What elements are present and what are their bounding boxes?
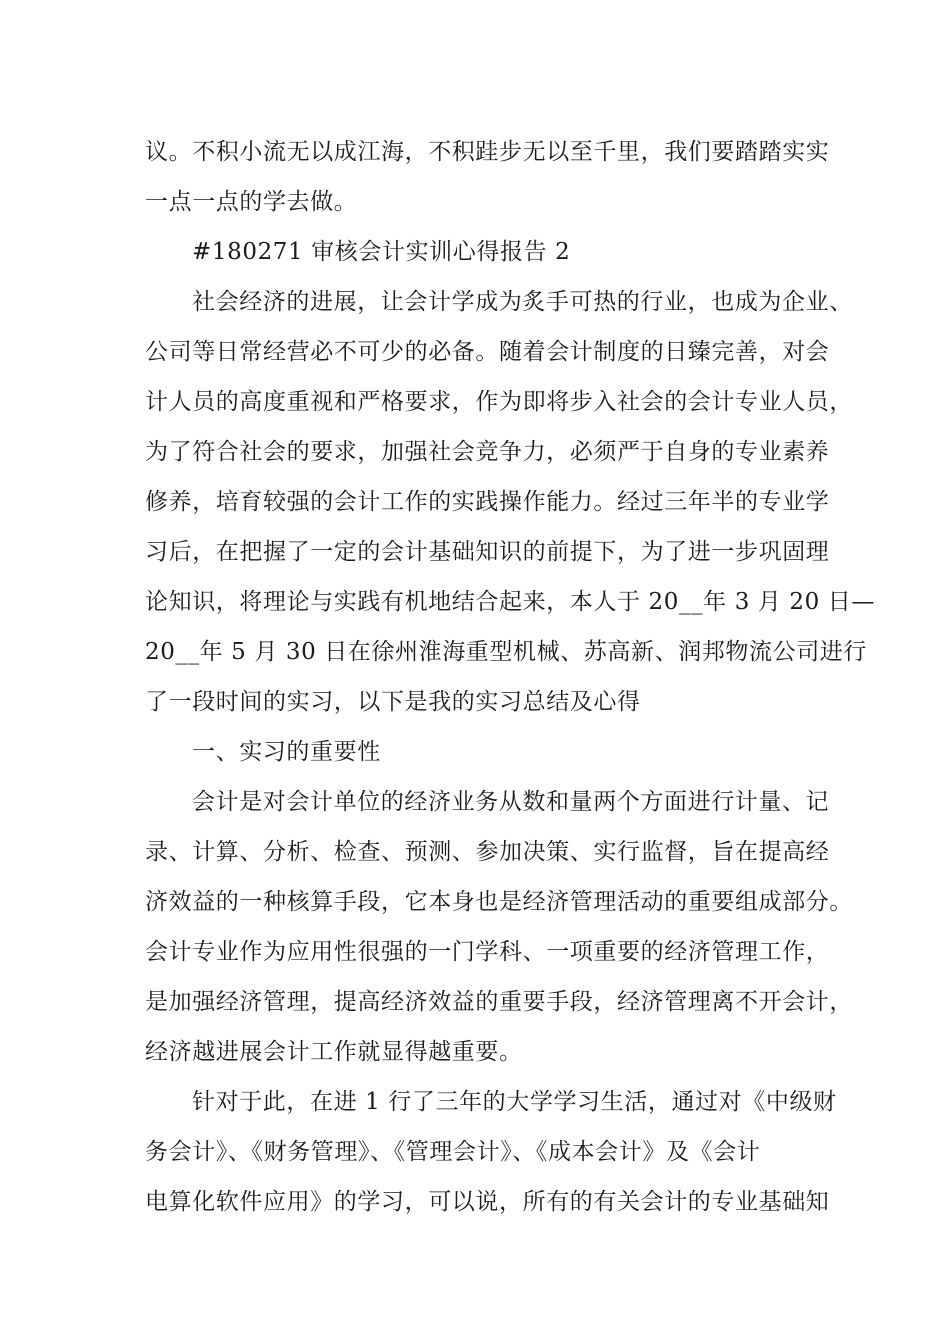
- text-line: 会计专业作为应用性很强的一门学科、一项重要的经济管理工作，: [145, 939, 830, 965]
- text-line: 20__年 5 月 30 日在徐州淮海重型机械、苏高新、润邦物流公司进行: [145, 639, 868, 665]
- text-line: 录、计算、分析、检查、预测、参加决策、实行监督，旨在提高经: [145, 839, 830, 865]
- subheading: 一、实习的重要性: [192, 739, 381, 765]
- text-line: 习后，在把握了一定的会计基础知识的前提下，为了进一步巩固理: [145, 539, 830, 565]
- text-line: 电算化软件应用》的学习，可以说，所有的有关会计的专业基础知: [145, 1189, 830, 1215]
- paragraph-start: 针对于此，在进 1 行了三年的大学学习生活，通过对《中级财: [192, 1089, 837, 1115]
- text-line: 论知识，将理论与实践有机地结合起来，本人于 20__年 3 月 20 日—: [145, 589, 875, 615]
- section-heading: #180271 审核会计实训心得报告 2: [192, 239, 571, 265]
- text-line: 议。不积小流无以成江海，不积跬步无以至千里，我们要踏踏实实: [145, 139, 830, 165]
- paragraph-start: 社会经济的进展，让会计学成为炙手可热的行业，也成为企业、: [192, 289, 853, 315]
- text-line: 了一段时间的实习，以下是我的实习总结及心得: [145, 689, 641, 715]
- text-line: 经济越进展会计工作就显得越重要。: [145, 1039, 523, 1065]
- text-line: 公司等日常经营必不可少的必备。随着会计制度的日臻完善，对会: [145, 339, 830, 365]
- text-line: 济效益的一种核算手段，它本身也是经济管理活动的重要组成部分。: [145, 889, 853, 915]
- paragraph-start: 会计是对会计单位的经济业务从数和量两个方面进行计量、记: [192, 789, 830, 815]
- text-line: 计人员的高度重视和严格要求，作为即将步入社会的会计专业人员，: [145, 389, 853, 415]
- text-line: 为了符合社会的要求，加强社会竞争力，必须严于自身的专业素养: [145, 439, 830, 465]
- text-line: 是加强经济管理，提高经济效益的重要手段，经济管理离不开会计，: [145, 989, 853, 1015]
- text-line: 一点一点的学去做。: [145, 189, 358, 215]
- text-line: 务会计》、《财务管理》、《管理会计》、《成本会计》及《会计: [145, 1139, 761, 1165]
- text-line: 修养，培育较强的会计工作的实践操作能力。经过三年半的专业学: [145, 489, 830, 515]
